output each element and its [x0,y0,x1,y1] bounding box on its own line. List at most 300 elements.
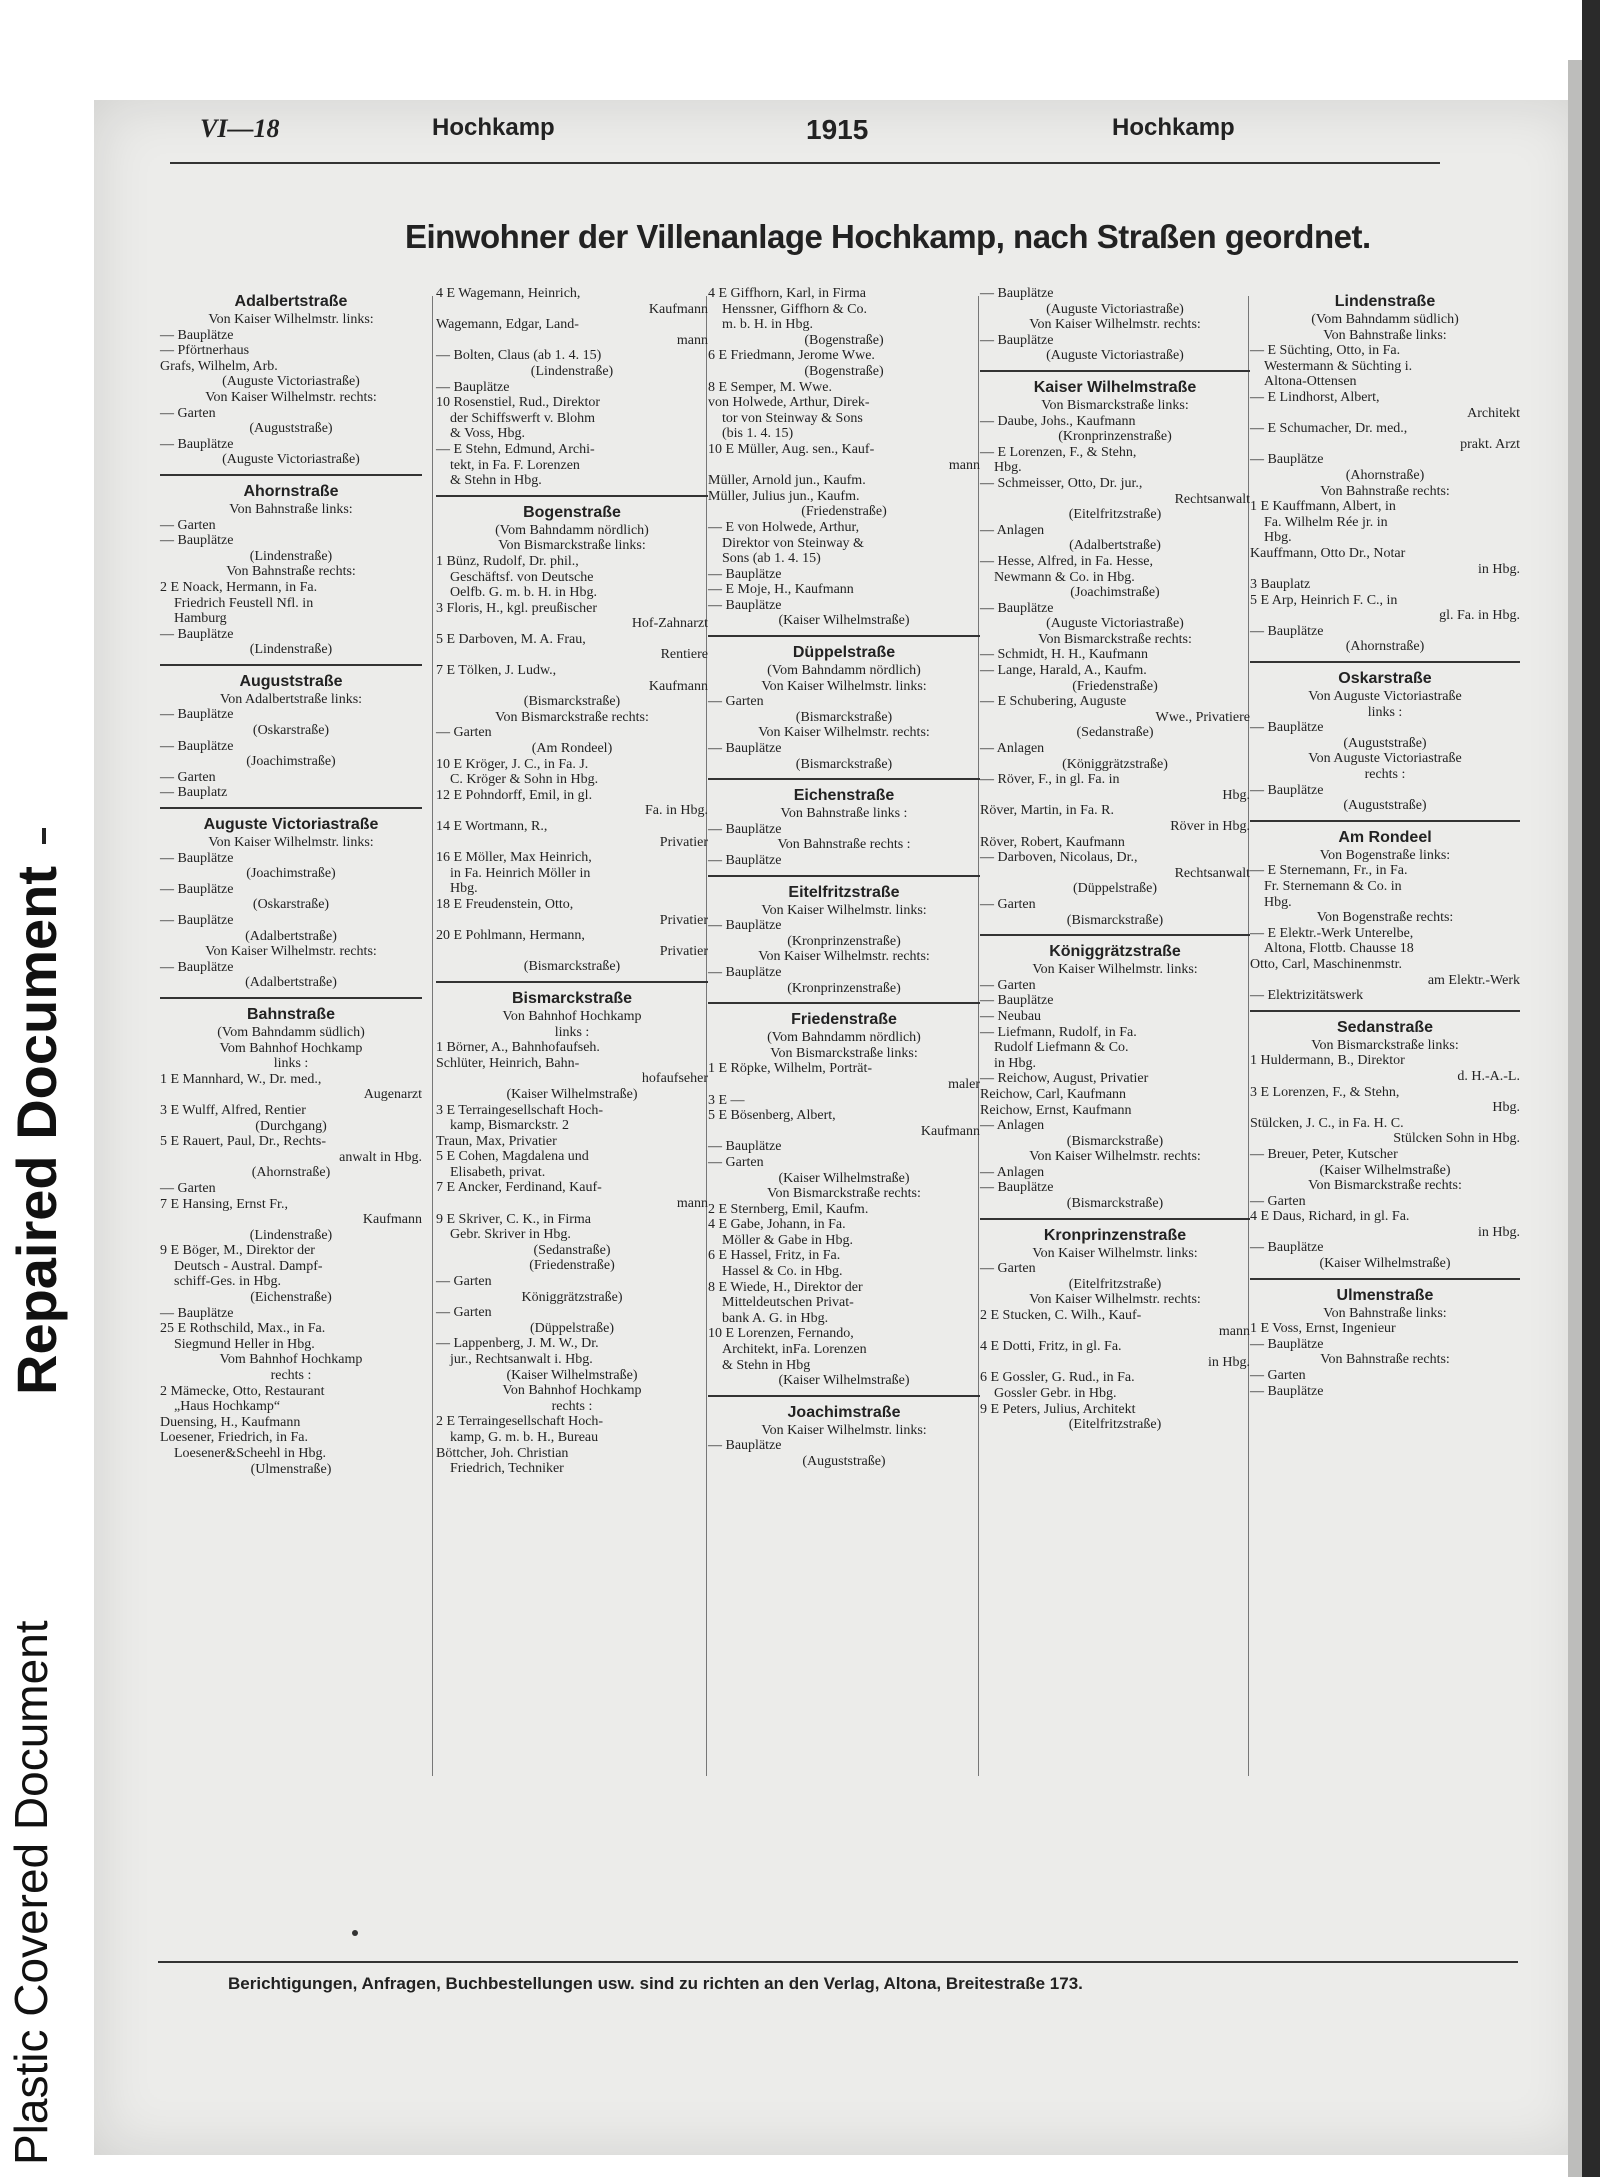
resident-entry: Mitteldeutschen Privat- [722,1295,854,1311]
direction-line: Von Bahnhof Hochkamp [502,1383,642,1399]
street-heading: Bismarckstraße [511,989,633,1007]
sidebar-tick [42,828,46,844]
direction-line: (Ahornstraße) [1345,639,1425,655]
resident-entry: — Bauplätze [708,597,782,613]
resident-entry: Altona-Ottensen [1264,374,1357,390]
street-heading: Auguste Victoriastraße [203,816,379,834]
resident-entry: Westermann & Süchting i. [1264,358,1413,374]
resident-entry: — Bauplätze [1250,1383,1324,1399]
direction-line: (Vom Bahndamm nördlich) [495,522,649,538]
direction-line: (Joachimstraße) [246,754,336,770]
resident-entry: in Hbg. [1478,561,1520,577]
directory-columns [160,286,1520,1786]
resident-entry: — Bauplätze [160,707,234,723]
resident-entry: am Elektr.-Werk [1427,972,1520,988]
direction-line: (Friedenstraße) [801,504,887,520]
resident-entry: in Fa. Heinrich Möller in [450,865,591,881]
resident-entry: Oelfb. G. m. b. H. in Hbg. [450,585,597,601]
direction-line: (Bismarckstraße) [795,756,893,772]
resident-entry: — Pförtnerhaus [160,343,250,359]
resident-entry: prakt. Arzt [1460,436,1520,452]
street-heading: Eitelfritzstraße [788,883,900,901]
resident-entry: tor von Steinway & Sons [722,410,863,426]
resident-entry: 3 E Wulff, Alfred, Rentier [160,1102,306,1118]
resident-entry: 3 E Terraingesellschaft Hoch- [436,1102,604,1118]
resident-entry: Müller, Arnold jun., Kaufm. [708,473,866,489]
direction-line: Von Kaiser Wilhelmstr. rechts: [1029,1149,1201,1165]
section-rule [980,1215,1250,1220]
resident-entry: Röver, Robert, Kaufmann [980,834,1125,850]
resident-entry: 5 E Cohen, Magdalena und [436,1149,589,1165]
direction-line: Von Bahnstraße links: [1323,327,1447,343]
column-3 [708,286,980,1470]
direction-line: (Lindenstraße) [249,642,333,658]
direction-line: (Joachimstraße) [246,866,336,882]
direction-line: Von Kaiser Wilhelmstr. rechts: [1029,317,1201,333]
resident-entry: bank A. G. in Hbg. [722,1310,829,1326]
resident-entry: in Hbg. [1478,1224,1520,1240]
street-heading: Königgrätzstraße [1049,943,1181,961]
resident-entry: — Garten [980,977,1036,993]
resident-entry: Kaufmann [648,678,708,694]
direction-line: links : [273,1056,309,1072]
direction-line: Von Bismarckstraße links: [498,538,646,554]
resident-entry: Fa. Wilhelm Rée jr. in [1264,514,1388,530]
resident-entry: kamp, G. m. b. H., Bureau [450,1429,599,1445]
resident-entry: 1 E Mannhard, W., Dr. med., [160,1071,322,1087]
resident-entry: — Bauplätze [436,379,510,395]
resident-entry: — Darboven, Nicolaus, Dr., [980,850,1138,866]
resident-entry: — Röver, F., in gl. Fa. in [980,772,1120,788]
direction-line: (Auguste Victoriastraße) [1046,616,1184,632]
direction-line: rechts : [551,1398,593,1414]
resident-entry: — Bauplätze [1250,1240,1324,1256]
resident-entry: — Bauplätze [160,959,234,975]
resident-entry: — Bauplätze [708,566,782,582]
resident-entry: Geschäftsf. von Deutsche [450,569,594,585]
resident-entry: Hassel & Co. in Hbg. [722,1264,843,1280]
direction-line: (Lindenstraße) [530,363,614,379]
resident-entry: Privatier [659,834,708,850]
direction-line: (Kronprinzenstraße) [787,980,901,996]
resident-entry: — Garten [436,725,492,741]
direction-line: (Auguststraße) [802,1454,886,1469]
resident-entry: Architekt [1467,405,1520,421]
resident-entry: 3 E Lorenzen, F., & Stehn, [1250,1084,1400,1100]
resident-entry: 14 E Wortmann, R., [436,819,548,834]
resident-entry: — Garten [160,769,216,785]
resident-entry: 3 E — [708,1092,745,1108]
resident-entry: Deutsch - Austral. Dampf- [174,1258,323,1274]
footer-note: Berichtigungen, Anfragen, Buchbestellungen usw. sind zu richten an den Verlag, Altona, Breitestraße 173. [228,1974,1083,1993]
direction-line: (Bismarckstraße) [523,959,621,975]
direction-line: (Ahornstraße) [1345,467,1425,483]
direction-line: (Adalbertstraße) [245,928,337,944]
direction-line: Von Bahnstraße links: [1323,1305,1447,1321]
street-heading: Am Rondeel [1338,828,1432,846]
direction-line: links : [1367,704,1403,720]
direction-line: (Eichenstraße) [250,1290,332,1306]
resident-entry: — Bauplätze [160,913,234,928]
resident-entry: 6 E Friedmann, Jerome Wwe. [708,348,875,364]
direction-line: Vom Bahnhof Hochkamp [219,1040,363,1056]
page-number: VI—18 [200,114,280,143]
header-right: Hochkamp [1112,114,1235,141]
resident-entry: 10 E Lorenzen, Fernando, [708,1326,854,1342]
direction-line: Von Kaiser Wilhelmstr. rechts: [1029,1292,1201,1308]
resident-entry: — Bauplätze [160,850,234,866]
resident-entry: d. H.-A.-L. [1457,1068,1520,1084]
resident-entry: 1 Börner, A., Bahnhofaufseh. [436,1040,600,1056]
section-rule [1250,1275,1520,1280]
direction-line: (Auguste Victoriastraße) [1046,301,1184,317]
direction-line: (Lindenstraße) [249,548,333,564]
resident-entry: — Bauplätze [160,436,234,452]
section-rule [708,872,980,877]
resident-entry: — Garten [1250,1368,1306,1384]
resident-entry: — E Elektr.-Werk Unterelbe, [1250,925,1414,941]
direction-line: Von Kaiser Wilhelmstr. links: [761,902,927,918]
column-1 [160,286,422,1477]
resident-entry: — E Lorenzen, F., & Stehn, [980,444,1137,460]
direction-line: Von Bismarckstraße rechts: [495,709,649,725]
resident-entry: — Garten [436,1274,492,1290]
resident-entry: m. b. H. in Hbg. [722,317,813,333]
resident-entry: 9 E Skriver, C. K., in Firma [436,1211,591,1227]
direction-line: Von Auguste Victoriastraße [1308,751,1462,767]
direction-line: (Kaiser Wilhelmstraße) [778,1170,910,1186]
direction-line: (Bismarckstraße) [1066,912,1164,928]
resident-entry: mann [1218,1323,1250,1339]
resident-entry: Kaufmann [920,1123,980,1139]
direction-line: (Kaiser Wilhelmstraße) [778,1373,910,1389]
direction-line: (Sedanstraße) [533,1242,611,1258]
resident-entry: Loesener&Scheehl in Hbg. [174,1446,327,1461]
direction-line: Königgrätzstraße) [521,1289,623,1305]
resident-entry: 6 E Hassel, Fritz, in Fa. [708,1248,841,1264]
direction-line: Von Auguste Victoriastraße [1308,689,1462,705]
resident-entry: hofaufseher [641,1071,708,1087]
section-rule [1250,817,1520,822]
resident-entry: — E Schumacher, Dr. med., [1250,421,1408,437]
direction-line: (Bogenstraße) [804,363,884,379]
resident-entry: Newmann & Co. in Hbg. [994,569,1135,585]
section-rule [708,775,980,780]
resident-entry: Reichow, Ernst, Kaufmann [980,1102,1132,1118]
resident-entry: Privatier [659,912,708,928]
resident-entry: 4 E Gabe, Johann, in Fa. [708,1217,846,1233]
resident-entry: — Lappenberg, J. M. W., Dr. [436,1336,599,1352]
direction-line: (Auguste Victoriastraße) [222,374,360,390]
resident-entry: — Bauplatz [160,785,228,801]
direction-line: (Vom Bahndamm nördlich) [767,1030,921,1046]
direction-line: (Ahornstraße) [251,1165,331,1181]
direction-line: (Bismarckstraße) [523,694,621,710]
resident-entry: — Reichow, August, Privatier [980,1071,1149,1087]
resident-entry: — Daube, Johs., Kaufmann [980,413,1136,429]
direction-line: Von Kaiser Wilhelmstr. links: [1032,962,1198,978]
resident-entry: — Garten [1250,1193,1306,1209]
resident-entry: — Garten [708,694,764,710]
resident-entry: 1 E Voss, Ernst, Ingenieur [1250,1321,1396,1337]
resident-entry: 10 E Müller, Aug. sen., Kauf- [708,441,875,457]
direction-line: (Kaiser Wilhelmstraße) [1319,1256,1451,1272]
resident-entry: — Bauplätze [1250,452,1324,468]
resident-entry: & Stehn in Hbg [722,1357,811,1373]
resident-entry: Böttcher, Joh. Christian [436,1445,569,1461]
resident-entry: 2 E Sternberg, Emil, Kaufm. [708,1201,869,1217]
resident-entry: 2 E Stucken, C. Wilh., Kauf- [980,1308,1142,1324]
page-title: Einwohner der Villenanlage Hochkamp, nach Straßen geordnet. [405,218,1371,255]
direction-line: (Kaiser Wilhelmstraße) [1319,1162,1451,1178]
direction-line: rechts : [270,1368,312,1384]
resident-entry: — Bauplätze [160,738,234,754]
direction-line: (Ulmenstraße) [250,1461,332,1477]
direction-line: Von Bismarckstraße links: [1311,1037,1459,1053]
resident-entry: Kaufmann [362,1212,422,1228]
resident-entry: — Garten [436,1305,492,1321]
resident-entry: 5 E Bösenberg, Albert, [708,1108,836,1124]
resident-entry: — E Schubering, Auguste [980,694,1127,710]
direction-line: Von Bismarckstraße links: [770,1045,918,1061]
resident-entry: 2 E Terraingesellschaft Hoch- [436,1414,604,1430]
resident-entry: Privatier [659,943,708,959]
direction-line: Von Bahnstraße rechts: [1320,1352,1450,1368]
direction-line: (Auguste Victoriastraße) [1046,348,1184,364]
running-header [0,114,1600,154]
street-heading: Kronprinzenstraße [1043,1226,1187,1244]
direction-line: Von Bismarckstraße rechts: [1038,631,1192,647]
direction-line: Von Bahnhof Hochkamp [502,1008,642,1024]
direction-line: Von Bahnstraße links: [229,501,353,517]
resident-entry: — Schmidt, H. H., Kaufmann [980,647,1148,663]
street-heading: Adalbertstraße [234,293,348,310]
scan-border [1582,0,1600,2177]
direction-line: Vom Bahnhof Hochkamp [219,1352,363,1368]
street-heading: Kaiser Wilhelmstraße [1033,378,1197,396]
resident-entry: Traun, Max, Privatier [436,1133,557,1149]
direction-line: Von Kaiser Wilhelmstr. rechts: [758,949,930,965]
direction-line: (Düppelstraße) [530,1320,614,1336]
header-left: Hochkamp [432,114,555,141]
resident-entry: in Hbg. [994,1055,1036,1071]
resident-entry: — Bauplätze [980,286,1054,301]
resident-entry: 6 E Gossler, G. Rud., in Fa. [980,1370,1135,1386]
direction-line: Von Kaiser Wilhelmstr. links: [208,835,374,851]
resident-entry: 20 E Pohlmann, Hermann, [436,928,585,944]
direction-line: (Oskarstraße) [252,723,330,739]
resident-entry: Duensing, H., Kaufmann [160,1414,301,1430]
resident-entry: Wwe., Privatiere [1155,709,1250,725]
direction-line: (Eitelfritzstraße) [1068,1276,1162,1292]
resident-entry: maler [948,1076,980,1092]
direction-line: (Kaiser Wilhelmstraße) [778,613,910,629]
direction-line: Von Bogenstraße links: [1319,847,1451,863]
resident-entry: — Garten [980,896,1036,912]
resident-entry: — Bauplätze [980,600,1054,616]
direction-line: Von Bahnstraße links : [780,806,908,822]
direction-line: Von Kaiser Wilhelmstr. links: [208,312,374,327]
resident-entry: tekt, in Fa. F. Lorenzen [450,457,580,473]
resident-entry: 18 E Freudenstein, Otto, [436,896,574,912]
section-rule [708,999,980,1004]
resident-entry: — Bauplätze [708,964,782,980]
direction-line: Von Bismarckstraße rechts: [767,1186,921,1202]
resident-entry: — Bauplätze [708,1438,782,1454]
direction-line: Von Kaiser Wilhelmstr. rechts: [758,725,930,741]
section-rule [160,804,422,809]
resident-entry: 2 Mämecke, Otto, Restaurant [160,1383,325,1399]
direction-line: rechts : [1364,767,1406,783]
street-heading: Ulmenstraße [1336,1286,1434,1304]
resident-entry: 10 E Kröger, J. C., in Fa. J. [436,756,589,772]
direction-line: Von Kaiser Wilhelmstr. links: [761,678,927,694]
resident-entry: Friedrich Feustell Nfl. in [174,595,314,611]
resident-entry: 1 Huldermann, B., Direktor [1250,1053,1405,1069]
resident-entry: (bis 1. 4. 15) [722,426,794,442]
direction-line: (Vom Bahndamm südlich) [1311,312,1459,327]
resident-entry: — Bauplätze [160,626,234,642]
street-heading: Friedenstraße [791,1011,897,1029]
section-rule [160,994,422,999]
direction-line: (Auguststraße) [249,421,333,437]
direction-line: Von Bismarckstraße links: [1041,397,1189,413]
resident-entry: 5 E Arp, Heinrich F. C., in [1250,592,1398,608]
direction-line: (Eitelfritzstraße) [1068,507,1162,523]
direction-line: (Auguststraße) [1343,735,1427,751]
resident-entry: 4 E Giffhorn, Karl, in Firma [708,286,866,301]
resident-entry: 7 E Ancker, Ferdinand, Kauf- [436,1180,602,1196]
direction-line: Von Bahnstraße rechts: [226,564,356,580]
resident-entry: Henssner, Giffhorn & Co. [722,301,867,317]
resident-entry: Fa. in Hbg. [645,803,708,819]
resident-entry: — E Sternemann, Fr., in Fa. [1250,863,1408,879]
resident-entry: — Breuer, Peter, Kutscher [1250,1146,1398,1162]
resident-entry: Otto, Carl, Maschinenmstr. [1250,956,1403,972]
resident-entry: 7 E Tölken, J. Ludw., [436,663,557,679]
resident-entry: von Holwede, Arthur, Direk- [708,395,870,411]
resident-entry: 4 E Dotti, Fritz, in gl. Fa. [980,1339,1122,1355]
resident-entry: Gossler Gebr. in Hbg. [994,1386,1117,1401]
resident-entry: 7 E Hansing, Ernst Fr., [160,1196,288,1212]
resident-entry: — Bauplätze [1250,623,1324,639]
column-2 [436,286,708,1477]
resident-entry: Stülcken, J. C., in Fa. H. C. [1250,1115,1404,1131]
direction-line: links : [554,1024,590,1040]
direction-line: Von Bahnstraße rechts: [1320,483,1450,499]
resident-entry: Kauffmann, Otto Dr., Notar [1250,545,1406,561]
plastic-covered-label: Plastic Covered Document [5,1620,57,2165]
resident-entry: — Anlagen [980,1164,1045,1180]
direction-line: (Joachimstraße) [1070,585,1160,601]
resident-entry: 5 E Rauert, Paul, Dr., Rechts- [160,1134,327,1150]
resident-entry: Architekt, inFa. Lorenzen [722,1342,867,1358]
resident-entry: Direktor von Steinway & [722,535,864,551]
direction-line: (Königgrätzstraße) [1062,756,1168,772]
direction-line: (Friedenstraße) [1072,678,1158,694]
direction-line: Von Kaiser Wilhelmstr. rechts: [205,389,377,405]
section-rule [1250,1007,1520,1012]
resident-entry: anwalt in Hbg. [339,1149,422,1165]
resident-entry: 1 E Kauffmann, Albert, in [1250,499,1396,515]
direction-line: (Kronprinzenstraße) [1058,429,1172,445]
direction-line: (Auguste Victoriastraße) [222,452,360,468]
resident-entry: Hof-Zahnarzt [631,616,708,632]
resident-entry: 2 E Noack, Hermann, in Fa. [160,579,318,595]
resident-entry: — E Stehn, Edmund, Archi- [436,441,595,457]
direction-line: (Bogenstraße) [804,332,884,348]
resident-entry: Wagemann, Edgar, Land- [436,317,579,333]
resident-entry: — Hesse, Alfred, in Fa. Hesse, [980,553,1154,569]
street-heading: Bogenstraße [523,503,621,521]
resident-entry: — Bauplätze [708,1139,782,1155]
resident-entry: Rechtsanwalt [1174,491,1250,507]
resident-entry: Hbg. [1492,1100,1520,1116]
resident-entry: jur., Rechtsanwalt i. Hbg. [450,1352,593,1367]
resident-entry: schiff-Ges. in Hbg. [174,1274,282,1290]
resident-entry: 9 E Böger, M., Direktor der [160,1243,315,1259]
street-heading: Joachimstraße [787,1403,901,1421]
resident-entry: — Garten [708,1154,764,1170]
resident-entry: 1 Bünz, Rudolf, Dr. phil., [436,553,579,569]
resident-entry: Reichow, Carl, Kaufmann [980,1086,1127,1102]
resident-entry: Sons (ab 1. 4. 15) [722,551,821,567]
resident-entry: — Bauplätze [708,821,782,837]
resident-entry: — Garten [160,1180,216,1196]
direction-line: (Lindenstraße) [249,1227,333,1243]
direction-line: Von Kaiser Wilhelmstr. rechts: [205,944,377,960]
resident-entry: — Bauplätze [160,881,234,897]
resident-entry: Kaufmann [648,301,708,317]
direction-line: (Kronprinzenstraße) [787,933,901,949]
resident-entry: Rechtsanwalt [1174,865,1250,881]
direction-line: (Auguststraße) [1343,798,1427,814]
resident-entry: 10 Rosenstiel, Rud., Direktor [436,395,601,411]
resident-entry: kamp, Bismarckstr. 2 [450,1118,569,1134]
resident-entry: — Bauplätze [708,853,782,868]
resident-entry: C. Kröger & Sohn in Hbg. [450,772,599,788]
street-heading: Bahnstraße [246,1005,336,1023]
section-rule [980,367,1250,372]
section-rule [708,632,980,637]
resident-entry: — Garten [980,1261,1036,1277]
resident-entry: Röver in Hbg. [1170,819,1250,834]
resident-entry: Grafs, Wilhelm, Arb. [160,358,278,374]
resident-entry: Altona, Flottb. Chausse 18 [1264,941,1414,957]
resident-entry: Müller, Julius jun., Kaufm. [708,488,860,504]
resident-entry: mann [948,457,980,473]
street-heading: Ahornstraße [243,482,339,500]
resident-entry: — Bauplätze [160,533,234,549]
resident-entry: Röver, Martin, in Fa. R. [980,803,1114,819]
resident-entry: 25 E Rothschild, Max., in Fa. [160,1321,326,1337]
section-rule [160,661,422,666]
resident-entry: 9 E Peters, Julius, Architekt [980,1401,1136,1417]
header-year: 1915 [806,114,869,145]
resident-entry: — Bauplätze [1250,720,1324,736]
resident-entry: 8 E Semper, M. Wwe. [708,379,832,395]
resident-entry: Hbg. [1222,787,1250,803]
street-heading: Düppelstraße [792,644,896,662]
resident-entry: — Anlagen [980,522,1045,538]
resident-entry: Rentiere [660,647,708,663]
resident-entry: — E Lindhorst, Albert, [1250,389,1380,405]
resident-entry: — Bauplätze [1250,782,1324,798]
direction-line: (Bismarckstraße) [1066,1133,1164,1149]
resident-entry: Loesener, Friedrich, in Fa. [160,1430,308,1446]
resident-entry: — Elektrizitätswerk [1250,988,1364,1004]
resident-entry: Elisabeth, privat. [450,1164,546,1180]
